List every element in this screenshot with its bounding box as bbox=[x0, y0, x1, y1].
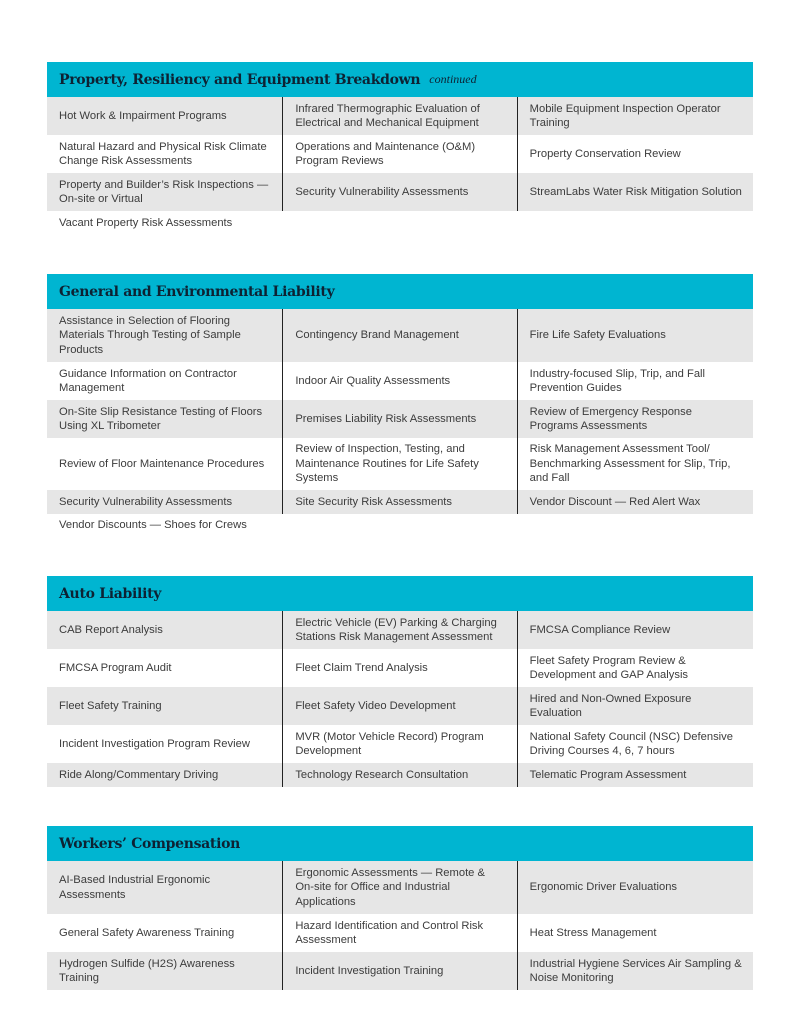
service-row bbox=[47, 514, 753, 537]
service-row bbox=[47, 611, 753, 649]
service-row bbox=[47, 914, 753, 952]
service-row bbox=[47, 649, 753, 687]
service-item: AI-Based Industrial Ergonomic Assessments bbox=[59, 874, 211, 901]
service-row bbox=[47, 97, 753, 135]
section-header bbox=[47, 274, 753, 309]
service-item: Incident Investigation Training bbox=[282, 952, 517, 990]
service-item: Incident Investigation Program Review bbox=[59, 737, 250, 750]
service-item: Hydrogen Sulfide (H2S) Awareness Training bbox=[59, 957, 235, 984]
service-item: StreamLabs Water Risk Mitigation Solution bbox=[529, 185, 742, 198]
service-item: Guidance Information on Contractor Management bbox=[59, 367, 237, 394]
section-title: Workers’ Compensation bbox=[59, 835, 241, 852]
service-row bbox=[47, 952, 753, 990]
service-item: Technology Research Consultation bbox=[282, 763, 517, 787]
service-item: Site Security Risk Assessments bbox=[282, 490, 517, 514]
service-item bbox=[282, 211, 517, 235]
service-row bbox=[47, 135, 753, 173]
service-item: Fleet Claim Trend Analysis bbox=[282, 649, 517, 687]
service-item: Ergonomic Assessments — Remote & On-site for Office and Industrial Applications bbox=[282, 861, 517, 914]
service-item: Operations and Maintenance (O&M) Program Reviews bbox=[282, 135, 517, 173]
service-item bbox=[518, 514, 753, 537]
service-row bbox=[47, 309, 753, 362]
service-item: Electric Vehicle (EV) Parking & Charging Stations Risk Management Assessment bbox=[282, 611, 517, 649]
service-item: Fleet Safety Training bbox=[59, 699, 162, 712]
service-section bbox=[47, 62, 753, 235]
section-header bbox=[47, 62, 753, 97]
service-item: CAB Report Analysis bbox=[59, 623, 163, 636]
service-item: Hot Work & Impairment Programs bbox=[59, 109, 227, 122]
service-item: Security Vulnerability Assessments bbox=[59, 495, 233, 508]
service-item: Risk Management Assessment Tool/ Benchmarking Assessment for Slip, Trip, and Fall bbox=[529, 443, 731, 485]
service-row bbox=[47, 861, 753, 914]
service-item: Mobile Equipment Inspection Operator Training bbox=[529, 102, 721, 129]
service-item: National Safety Council (NSC) Defensive Driving Courses 4, 6, 7 hours bbox=[529, 730, 733, 757]
service-item: Industrial Hygiene Services Air Sampling & Noise Monitoring bbox=[529, 957, 742, 984]
service-row bbox=[47, 400, 753, 438]
service-item: Review of Floor Maintenance Procedures bbox=[59, 457, 265, 470]
service-section bbox=[47, 826, 753, 990]
service-item: Fleet Safety Video Development bbox=[282, 687, 517, 725]
service-item: On-Site Slip Resistance Testing of Floors Using XL Tribometer bbox=[59, 405, 263, 432]
service-item: Vendor Discount — Red Alert Wax bbox=[529, 495, 701, 508]
service-item bbox=[282, 514, 517, 537]
service-row bbox=[47, 490, 753, 514]
service-item: Natural Hazard and Physical Risk Climate Change Risk Assessments bbox=[59, 140, 267, 167]
section-header bbox=[47, 576, 753, 611]
service-row bbox=[47, 211, 753, 235]
service-item: Contingency Brand Management bbox=[282, 309, 517, 362]
service-item: Premises Liability Risk Assessments bbox=[282, 400, 517, 438]
service-item: General Safety Awareness Training bbox=[59, 926, 235, 939]
service-item: Property and Builder’s Risk Inspections — On-site or Virtual bbox=[59, 178, 269, 205]
service-item: Review of Emergency Response Programs Assessments bbox=[529, 405, 692, 432]
service-section bbox=[47, 274, 753, 537]
service-row bbox=[47, 362, 753, 400]
service-item: FMCSA Compliance Review bbox=[529, 623, 671, 636]
service-row bbox=[47, 687, 753, 725]
service-item: Security Vulnerability Assessments bbox=[282, 173, 517, 211]
section-title: General and Environmental Liability bbox=[59, 283, 335, 300]
service-row bbox=[47, 438, 753, 490]
service-item: Fleet Safety Program Review & Development and GAP Analysis bbox=[529, 654, 689, 681]
service-item: Ergonomic Driver Evaluations bbox=[529, 881, 678, 894]
service-item bbox=[518, 211, 753, 235]
service-item: Review of Inspection, Testing, and Maintenance Routines for Life Safety Systems bbox=[282, 438, 517, 490]
section-subtitle: continued bbox=[429, 72, 477, 86]
service-item: Heat Stress Management bbox=[529, 926, 657, 939]
service-item: Property Conservation Review bbox=[529, 147, 681, 160]
service-item: MVR (Motor Vehicle Record) Program Development bbox=[282, 725, 517, 763]
service-item: Vacant Property Risk Assessments bbox=[59, 216, 233, 229]
service-section bbox=[47, 576, 753, 787]
section-title: Auto Liability bbox=[59, 585, 162, 602]
service-item: Infrared Thermographic Evaluation of Electrical and Mechanical Equipment bbox=[282, 97, 517, 135]
service-item: Hazard Identification and Control Risk Assessment bbox=[282, 914, 517, 952]
section-title: Property, Resiliency and Equipment Breakdown bbox=[59, 71, 421, 88]
service-item: Assistance in Selection of Flooring Materials Through Testing of Sample Products bbox=[59, 314, 241, 356]
service-item: FMCSA Program Audit bbox=[59, 661, 172, 674]
service-item: Vendor Discounts — Shoes for Crews bbox=[59, 519, 247, 532]
service-row bbox=[47, 173, 753, 211]
service-row bbox=[47, 763, 753, 787]
service-item: Fire Life Safety Evaluations bbox=[529, 329, 666, 342]
service-item: Telematic Program Assessment bbox=[529, 768, 687, 781]
service-item: Hired and Non-Owned Exposure Evaluation bbox=[529, 692, 692, 719]
section-header bbox=[47, 826, 753, 861]
service-item: Indoor Air Quality Assessments bbox=[282, 362, 517, 400]
service-item: Industry-focused Slip, Trip, and Fall Prevention Guides bbox=[529, 367, 706, 394]
service-item: Ride Along/Commentary Driving bbox=[59, 768, 219, 781]
service-row bbox=[47, 725, 753, 763]
